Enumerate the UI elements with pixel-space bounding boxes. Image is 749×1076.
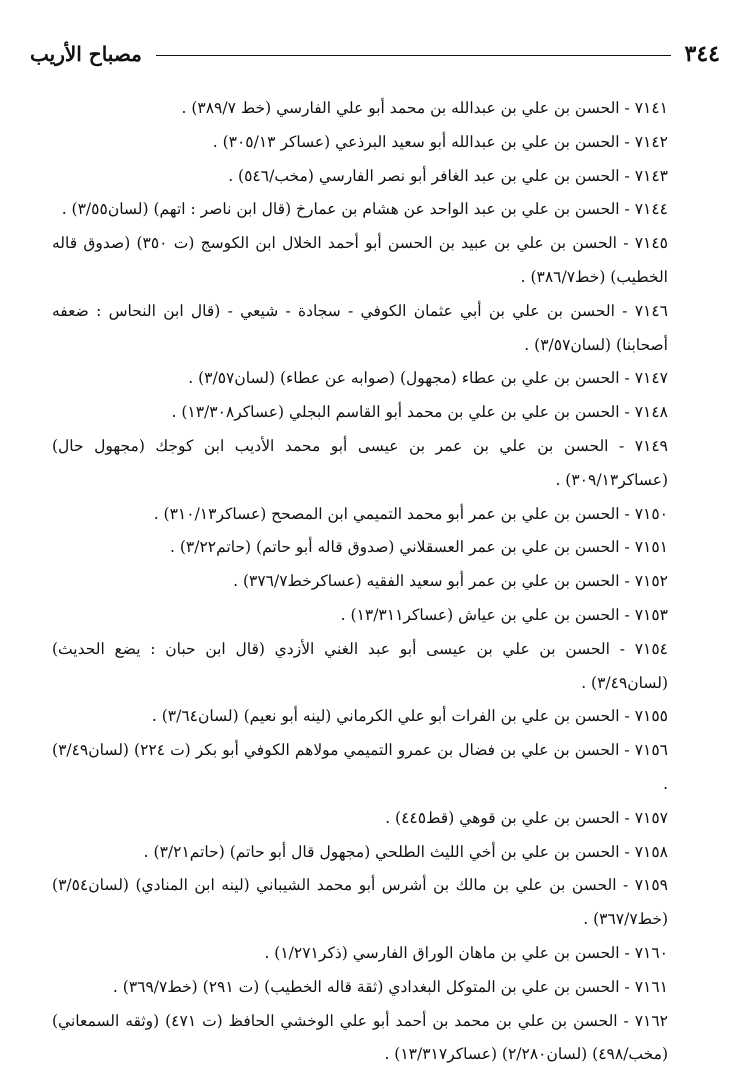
- entry-7148: ٧١٤٨ - الحسن بن علي بن علي بن محمد أبو القاسم البجلي (عساكر١٣/٣٠٨) .: [171, 403, 668, 422]
- entry-7151: ٧١٥١ - الحسن بن علي بن عمر العسقلاني (صدوق قاله أبو حاتم) (حاتم٣/٢٢) .: [170, 538, 668, 557]
- entry-7146: ٧١٤٦ - الحسن بن علي بن أبي عثمان الكوفي - سجادة - شيعي - (قال ابن النحاس : ضعفه أصحابنا) (لسان٣/٥٧) .: [52, 301, 668, 354]
- entry-7147: ٧١٤٧ - الحسن بن علي بن عطاء (مجهول) (صوابه عن عطاء) (لسان٣/٥٧) .: [188, 369, 668, 388]
- entry-7153: ٧١٥٣ - الحسن بن علي بن عياش (عساكر١٣/٣١١) .: [340, 605, 668, 624]
- page-header: [30, 36, 720, 72]
- entry-7142: ٧١٤٢ - الحسن بن علي بن عبدالله أبو سعيد البرذعي (عساكر ٣٠٥/١٣) .: [212, 132, 668, 151]
- entry-7154: ٧١٥٤ - الحسن بن علي بن عيسى أبو عبد الغني الأزدي (قال ابن حبان : يضع الحديث) (لسان٣/٤٩) .: [52, 639, 668, 692]
- entry-7158: ٧١٥٨ - الحسن بن علي بن أخي الليث الطلحي (مجهول قال أبو حاتم) (حاتم٣/٢١) .: [143, 842, 668, 861]
- entry-7157: ٧١٥٧ - الحسن بن علي بن قوهي (قط٤٤٥) .: [385, 808, 668, 827]
- book-title: مصباح الأريب: [30, 42, 142, 66]
- page-number: ٣٤٤: [684, 41, 720, 67]
- entry-7150: ٧١٥٠ - الحسن بن علي بن عمر أبو محمد التميمي ابن المصحح (عساكر٣١٠/١٣) .: [153, 504, 668, 523]
- header-rule: [156, 55, 671, 56]
- entry-7145: ٧١٤٥ - الحسن بن علي بن عبيد بن الحسن أبو أحمد الخلال ابن الكوسج (ت ٣٥٠) (صدوق قاله الخطيب) (خط٣٨٦/٧) .: [52, 234, 668, 286]
- entry-7156: ٧١٥٦ - الحسن بن علي بن فضال بن عمرو التميمي مولاهم الكوفي أبو بكر (ت ٢٢٤) (لسان٣/٤٩) .: [52, 741, 668, 793]
- entry-7160: ٧١٦٠ - الحسن بن علي بن ماهان الوراق الفارسي (ذكر١/٢٧١) .: [264, 943, 668, 962]
- entry-7144: ٧١٤٤ - الحسن بن علي بن عبد الواحد عن هشام بن عمارخ (قال ابن ناصر : اتهم) (لسان٣/٥٥) .: [61, 200, 668, 219]
- entry-7161: ٧١٦١ - الحسن بن علي بن المتوكل البغدادي (ثقة قاله الخطيب) (ت ٢٩١) (خط٣٦٩/٧) .: [112, 977, 668, 996]
- entry-7162: ٧١٦٢ - الحسن بن علي بن محمد بن أحمد أبو علي الوخشي الحافظ (ت ٤٧١) (وثقه السمعاني) (مخب/٤٩٨) (لسان٢/٢٨٠) (عساكر١٣/٣١٧) .: [52, 1011, 668, 1064]
- entry-7155: ٧١٥٥ - الحسن بن علي بن الفرات أبو علي الكرماني (لينه أبو نعيم) (لسان٣/٦٤) .: [151, 707, 668, 726]
- entry-7149: ٧١٤٩ - الحسن بن علي بن عمر بن عيسى أبو محمد الأديب ابن كوجك (مجهول حال) (عساكر٣٠٩/١٣) .: [52, 436, 668, 489]
- entry-7152: ٧١٥٢ - الحسن بن علي بن عمر أبو سعيد الفقيه (عساكرخط٣٧٦/٧) .: [233, 572, 668, 591]
- entry-7141: ٧١٤١ - الحسن بن علي بن عبدالله بن محمد أبو علي الفارسي (خط ٣٨٩/٧) .: [181, 99, 668, 117]
- entry-list: [52, 92, 668, 1072]
- entry-7159: ٧١٥٩ - الحسن بن علي بن مالك بن أشرس أبو محمد الشيباني (لينه ابن المنادي) (لسان٣/٥٤) (خط٣٦٧/٧) .: [52, 876, 668, 929]
- entry-7143: ٧١٤٣ - الحسن بن علي بن عبد الغافر أبو نصر الفارسي (مخب/٥٤٦) .: [228, 166, 668, 185]
